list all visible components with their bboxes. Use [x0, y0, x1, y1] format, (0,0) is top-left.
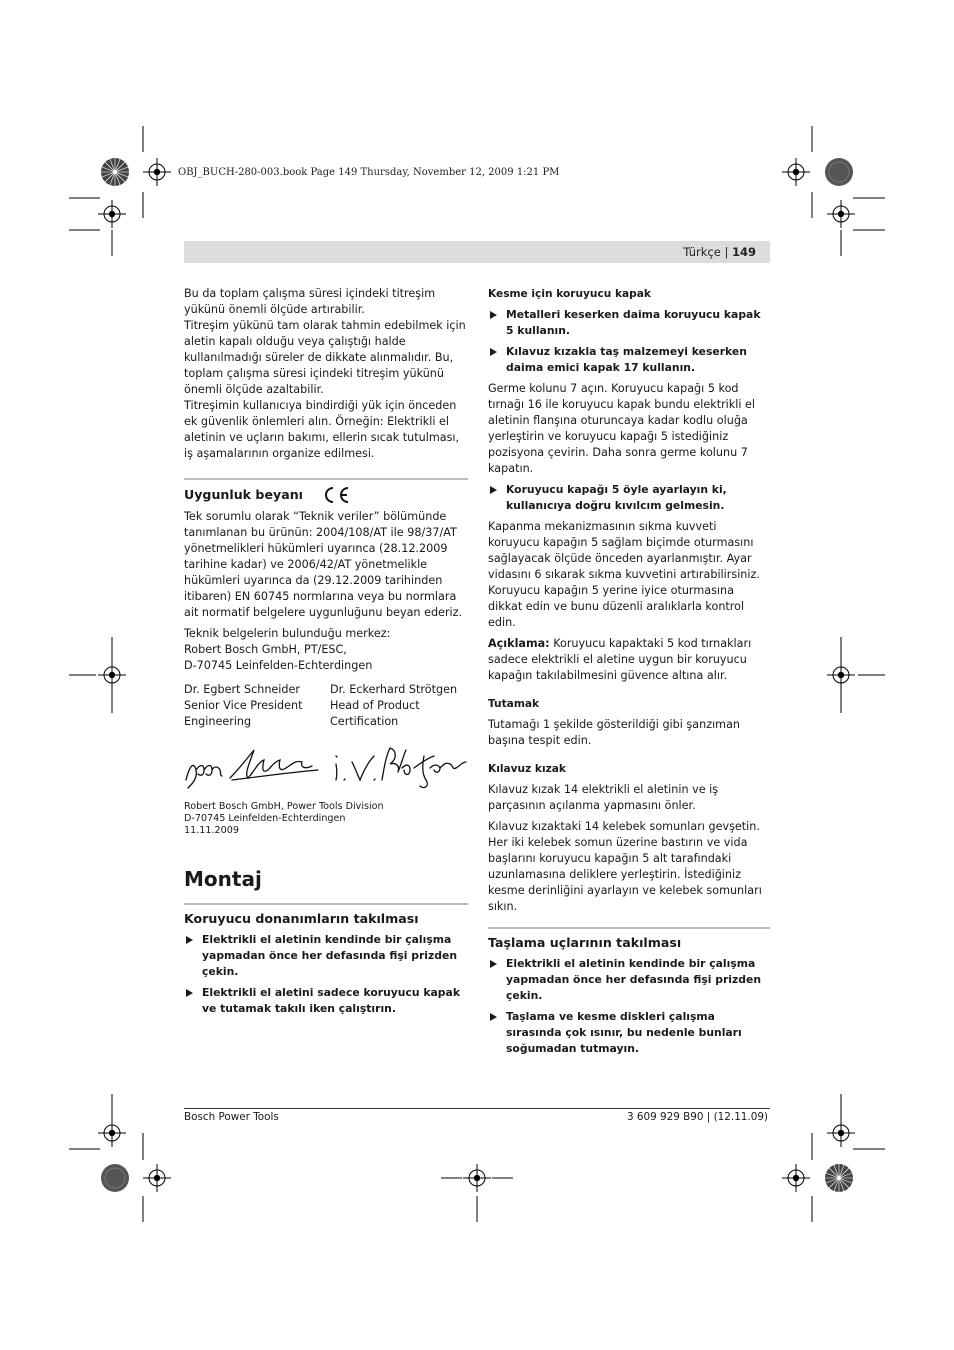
docs-line-2: Robert Bosch GmbH, PT/ESC,: [184, 643, 347, 656]
left-column: [184, 286, 468, 1022]
intro-paragraph-1: Bu da toplam çalışma süresi içindeki titreşim yükünü önemli ölçüde artırabilir.: [184, 287, 436, 316]
footer-brand: Bosch Power Tools: [184, 1111, 279, 1123]
page-language-number: [683, 245, 756, 259]
footer-rule: [184, 1108, 770, 1109]
conformity-title: Uygunluk beyanı: [184, 487, 303, 502]
arrow-icon: [186, 936, 193, 944]
arrow-icon: [490, 486, 497, 494]
cut-guard-bullet-3: [488, 482, 770, 514]
note-label: Açıklama:: [488, 637, 550, 650]
cut-guard-note: [488, 636, 770, 684]
arrow-icon: [490, 348, 497, 356]
handwritten-signatures: [184, 740, 468, 790]
ce-mark-icon: [321, 486, 351, 504]
protective-bullet-1: [184, 932, 468, 980]
running-head: [184, 241, 770, 263]
arrow-icon: [490, 311, 497, 319]
guide-title: Kılavuz kızak: [488, 763, 566, 775]
conformity-heading: [184, 486, 468, 504]
signer-1-name: Dr. Egbert Schneider: [184, 683, 301, 696]
guide-paragraph-2: Kılavuz kızaktaki 14 kelebek somunları gevşetin. Her iki kelebek somun üzerine bastırın ve vida başlarını koruyucu kapağın 5 alt tarafındaki uzunlamasına deliklere yerleştirin. İstediğiniz kesme derinliğini ayarlayın ve kelebek somunları sıkın.: [488, 820, 762, 913]
signer-2: [330, 682, 462, 730]
footer-doc-number: 3 609 929 B90 | (12.11.09): [626, 1111, 768, 1123]
address-line-2: D-70745 Leinfelden-Echterdingen: [184, 813, 346, 824]
address-line-1: Robert Bosch GmbH, Power Tools Division: [184, 801, 384, 812]
note-text: Koruyucu kapaktaki 5 kod tırnakları sadece elektrikli el aletine uygun bir koruyucu kapağın takılabilmesini güvence altına alır.: [488, 637, 752, 682]
conformity-section: [184, 478, 468, 837]
protective-section: [184, 903, 468, 1017]
page-number: 149: [731, 245, 756, 259]
bullet-text: Metalleri keserken daima koruyucu kapak 5 kullanın.: [506, 308, 761, 337]
right-column: [488, 286, 770, 1062]
technical-docs: [184, 626, 468, 674]
arrow-icon: [490, 960, 497, 968]
docs-line-3: D-70745 Leinfelden-Echterdingen: [184, 659, 373, 672]
signer-2-title-2: Certification: [330, 715, 399, 728]
cut-guard-bullet-1: [488, 307, 770, 339]
signer-1: [184, 682, 316, 730]
signature-date: 11.11.2009: [184, 825, 239, 836]
print-header: OBJ_BUCH-280-003.book Page 149 Thursday, November 12, 2009 1:21 PM: [178, 167, 560, 178]
cut-guard-title: Kesme için koruyucu kapak: [488, 288, 651, 300]
separator: |: [724, 245, 729, 259]
grinding-section: [488, 927, 770, 1057]
bullet-text: Taşlama ve kesme diskleri çalışma sırasında çok ısınır, bu nedenle bunları soğumadan tutmayın.: [506, 1010, 742, 1055]
cut-guard-paragraph-1: Germe kolunu 7 açın. Koruyucu kapağı 5 kod tırnağı 16 ile koruyucu kapak bundu elektrikli el aletinin flanşına oturuncaya kadar kodlu oluğa yerleştirin ve koruyucu kapağı 5 istediğiniz pozisyona çevirin. Daha sonra germe kolunu 7 kapatın.: [488, 382, 756, 475]
signers: [184, 682, 468, 730]
guide-paragraph-1: Kılavuz kızak 14 elektrikli el aletinin ve iş parçasının açılanma yapmasını önler.: [488, 783, 719, 812]
language-label: Türkçe: [683, 245, 721, 259]
grinding-bullet-1: [488, 956, 770, 1004]
bullet-text: Elektrikli el aletinin kendinde bir çalışma yapmadan önce her defasında fişi prizden çekin.: [202, 933, 458, 978]
bullet-text: Kılavuz kızakla taş malzemeyi keserken daima emici kapak 17 kullanın.: [506, 345, 747, 374]
grinding-bullet-2: [488, 1009, 770, 1057]
signer-2-name: Dr. Eckerhard Strötgen: [330, 683, 458, 696]
arrow-icon: [490, 1013, 497, 1021]
arrow-icon: [186, 989, 193, 997]
intro-paragraph-2: Titreşim yükünü tam olarak tahmin edebilmek için aletin kapalı olduğu veya çalıştığı halde kullanılmadığı süreler de dikkate alınmalıdır. Bu, toplam çalışma süresi içindeki titreşim yükünü önemli ölçüde azaltabilir.: [184, 319, 466, 396]
grinding-title: Taşlama uçlarının takılması: [488, 935, 682, 950]
bullet-text: Koruyucu kapağı 5 öyle ayarlayın ki, kullanıcıya doğru kıvılcım gelmesin.: [506, 483, 727, 512]
protective-title: Koruyucu donanımların takılması: [184, 911, 419, 926]
intro-paragraph-3: Titreşimin kullanıcıya bindirdiği yük için önceden ek güvenlik önlemleri alın. Örneğin: Elektrikli el aletinin ve uçların bakımı, ellerin sıcak tutulması, iş aşamalarının organize edilmesi.: [184, 399, 460, 460]
signer-2-title-1: Head of Product: [330, 699, 420, 712]
montaj-title: Montaj: [184, 867, 262, 891]
signer-1-title-2: Engineering: [184, 715, 252, 728]
handle-title: Tutamak: [488, 698, 540, 710]
bullet-text: Elektrikli el aletinin kendinde bir çalışma yapmadan önce her defasında fişi prizden çekin.: [506, 957, 762, 1002]
bullet-text: Elektrikli el aletini sadece koruyucu kapak ve tutamak takılı iken çalıştırın.: [202, 986, 461, 1015]
handle-text: Tutamağı 1 şekilde gösterildiği gibi şanzıman başına tespit edin.: [488, 718, 741, 747]
cut-guard-bullet-2: [488, 344, 770, 376]
protective-bullet-2: [184, 985, 468, 1017]
docs-line-1: Teknik belgelerin bulunduğu merkez:: [184, 627, 391, 640]
conformity-statement: Tek sorumlu olarak “Teknik veriler” bölümünde tanımlanan bu ürünün: 2004/108/AT ile 98/37/AT yönetmelikleri hükümleri uyarınca (28.12.2009 tarihine kadar) ve 2006/42/AT yönetmelikle hükümleri uyarınca da (29.12.2009 tarihinden itibaren) EN 60745 normlarına veya bu normlara ait normatif belgelere uygunluğunu beyan ederiz.: [184, 510, 463, 619]
cut-guard-paragraph-2: Kapanma mekanizmasının sıkma kuvveti koruyucu kapağın 5 sağlam biçimde oturmasını sağlayacak ölçüde önceden ayarlanmıştır. Ayar vidasını 6 sıkarak sıkma kuvvetini artırabilirsiniz. Koruyucu kapağın 5 yerine iyice oturmasına dikkat edin ve bunu düzenli aralıklarla kontrol edin.: [488, 520, 760, 629]
signature-address: [184, 801, 468, 837]
signer-1-title-1: Senior Vice President: [184, 699, 303, 712]
